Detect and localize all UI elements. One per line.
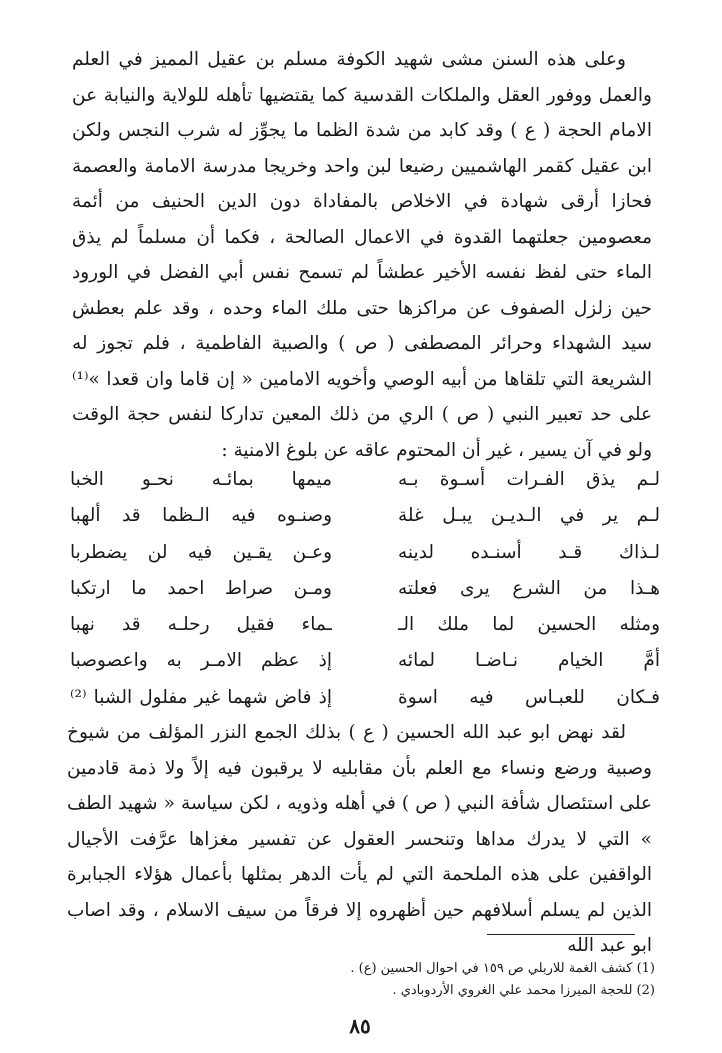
verse-left-hemistich: ميمها بمائـه نحـو الخبا — [70, 469, 332, 490]
verse-left-hemistich: وعـن يقـين فيه لن يضطربا — [70, 541, 332, 563]
footnotes — [250, 958, 655, 1002]
poem-verse — [70, 535, 660, 571]
verse-left-hemistich: إذ عظم الامـر به واعصوصبا — [70, 650, 332, 672]
verse-right-hemistich: لـذاك قـد أسنـده لدينه — [398, 541, 660, 563]
footnote: (2) للحجة الميرزا محمد علي الغروي الأردوبادي . — [392, 983, 655, 998]
verse-right-hemistich: لـم يذق الفـرات أسـوة بـه — [398, 469, 660, 490]
poem-verse — [70, 607, 660, 643]
poem-verse — [70, 462, 660, 498]
footnote-divider — [487, 934, 635, 935]
poem-verse — [70, 680, 660, 716]
paragraph-text: وعلى هذه السنن مشى شهيد الكوفة مسلم بن عقيل المميز في العلم والعمل ووفور العقل والملكات القدسية كما يقتضيها تأهله للولاية والنيابة عن الامام الحجة ( ع ) وقد كابد من شدة الظما ما يجوِّز له شرب النجس ولكن ابن عقيل كقمر الهاشميين رضيعا لبن واحد وخريجا مدرسة الامامة والعصمة فحازا أرقى شهادة في الاخلاص بالمفاداة دون الدين الحنيف من أئمة معصومين جعلتهما القدوة في الاعمال الصالحة ، فكما أن مسلماً لم يذق الماء حتى لفظ نفسه الأخير عطشاً لم تسمح نفس أبي الفضل في الورود حين زلزل الصفوف عن مراكزها حتى ملك الماء وحده ، وقد علم بعطش سيد الشهداء وحرائر المصطفى ( ص ) والصبية الفاطمية ، فلم تجوز له الشريعة التي تلقاها من أبيه الوصي وأخويه الامامين « إن قاما وان قعدا »⁽¹⁾ على حد تعبير النبي ( ص ) الري من ذلك المعين تداركا لنفس حجة الوقت ولو في آن يسير ، غير أن المحتوم عاقه عن بلوغ الامنية : — [72, 49, 652, 461]
body-paragraph — [67, 715, 652, 964]
verse-right-hemistich: لـم ير في الـديـن يبـل غلة — [398, 505, 660, 527]
poem-verse — [70, 571, 660, 607]
verse-right-hemistich: أمَّ الخيام نـاضـا لمائه — [398, 650, 660, 672]
verse-left-hemistich: إذ فاض شهما غير مفلول الشبا ⁽²⁾ — [70, 686, 332, 708]
poem-verse — [70, 643, 660, 679]
body-paragraph — [72, 42, 652, 468]
poem — [70, 462, 660, 716]
verse-left-hemistich: ـماء فقيل رحلـه قد نهبا — [70, 614, 332, 636]
verse-left-hemistich: وصنـوه فيه الـظما قد ألهبا — [70, 505, 332, 527]
verse-right-hemistich: ومثله الحسين لما ملك الـ — [398, 614, 660, 636]
verse-right-hemistich: فـكان للعبـاس فيه اسوة — [398, 686, 660, 708]
poem-verse — [70, 498, 660, 534]
footnote: (1) كشف الغمة للاربلي ص ١٥٩ في احوال الحسين (ع) . — [350, 961, 655, 976]
verse-right-hemistich: هـذا من الشرع يرى فعلته — [398, 577, 660, 599]
verse-left-hemistich: ومـن صراط احمد ما ارتكبا — [70, 577, 332, 599]
page-number: ٨٥ — [349, 1014, 371, 1038]
paragraph-text: لقد نهض ابو عبد الله الحسين ( ع ) بذلك الجمع النزر المؤلف من شيوخ وصبية ورضع ونساء مع العلم بأن مقابليه لا يرقبون فيه إلاً ولا ذمة قادمين على استئصال شأفة النبي ( ص ) في أهله وذويه ، لكن سياسة « شهيد الطف » التي لا يدرك مداها وتنحسر العقول عن تفسير مغزاها عرَّفت الأجيال الواقفين على هذه الملحمة التي لم يأت الدهر بمثلها بأعمال هؤلاء الجبابرة الذين لم يسلم أسلافهم حين أظهروه إلا فرقاً من سيف الاسلام ، وقد اصاب ابو عبد الله — [67, 722, 652, 956]
